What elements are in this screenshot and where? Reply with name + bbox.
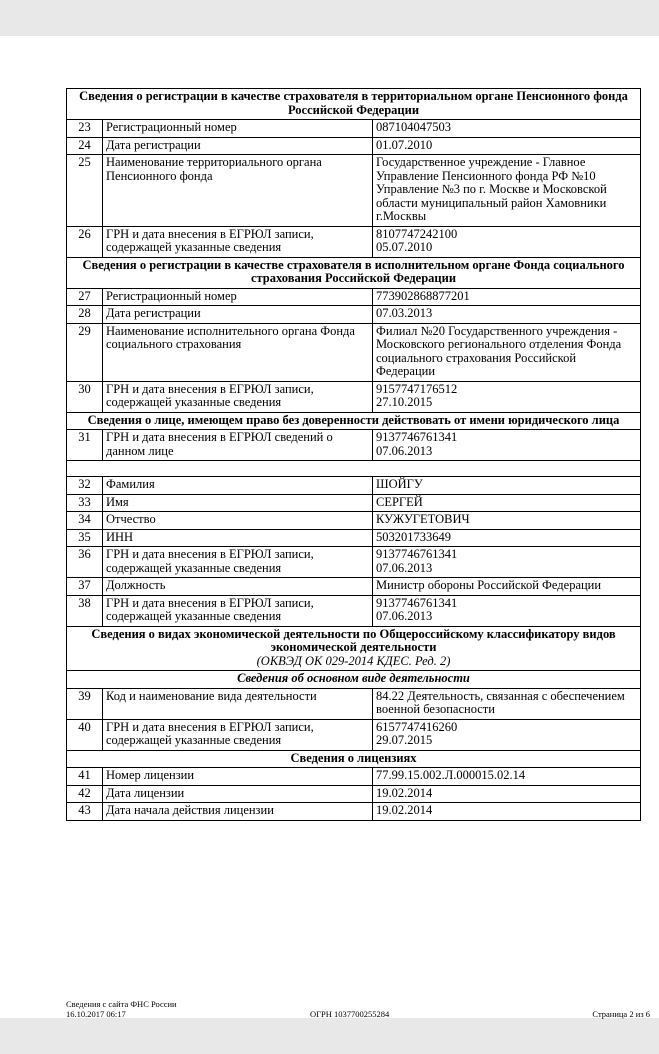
table-row — [67, 547, 641, 578]
row-number: 27 — [67, 288, 103, 306]
table-row — [67, 529, 641, 547]
row-label: Номер лицензии — [103, 768, 373, 786]
section-title-pfr: Сведения о регистрации в качестве страхователя в территориальном органе Пенсионного фонда Российской Федерации — [67, 89, 641, 120]
section-title-person: Сведения о лице, имеющем право без доверенности действовать от имени юридического лица — [67, 412, 641, 430]
row-value: ШОЙГУ — [373, 477, 641, 495]
row-number: 32 — [67, 477, 103, 495]
grn-value: 6157747416260 — [376, 719, 458, 734]
footer-ogrn: ОГРН 1037700255284 — [310, 1009, 390, 1019]
table-row — [67, 595, 641, 626]
row-number: 41 — [67, 768, 103, 786]
blank-cell — [67, 461, 641, 477]
table-row — [67, 155, 641, 227]
row-number: 38 — [67, 595, 103, 626]
row-label: Регистрационный номер — [103, 288, 373, 306]
row-number: 42 — [67, 785, 103, 803]
grn-value: 9157747176512 — [376, 381, 458, 396]
row-number: 35 — [67, 529, 103, 547]
section-title-okved — [67, 626, 641, 671]
row-value — [373, 430, 641, 461]
row-value: 01.07.2010 — [373, 137, 641, 155]
row-number: 24 — [67, 137, 103, 155]
row-label: Дата лицензии — [103, 785, 373, 803]
table-row — [67, 120, 641, 138]
table-row — [67, 494, 641, 512]
row-label: Фамилия — [103, 477, 373, 495]
row-label: ГРН и дата внесения в ЕГРЮЛ записи, содержащей указанные сведения — [103, 719, 373, 750]
row-label: ГРН и дата внесения в ЕГРЮЛ записи, содержащей указанные сведения — [103, 226, 373, 257]
table-row — [67, 381, 641, 412]
table-row — [67, 137, 641, 155]
row-value: Государственное учреждение - Главное Управление Пенсионного фонда РФ №10 Управление №3 по г. Москве и Московской области муниципальный район Хамовники г.Москвы — [373, 155, 641, 227]
row-number: 29 — [67, 323, 103, 381]
subsection-title-main-activity: Сведения об основном виде деятельности — [67, 671, 641, 689]
footer-source-block — [66, 999, 177, 1019]
row-label: Дата регистрации — [103, 137, 373, 155]
section-header-row — [67, 89, 641, 120]
row-value: СЕРГЕЙ — [373, 494, 641, 512]
table-row — [67, 430, 641, 461]
date-value: 05.07.2010 — [376, 240, 433, 254]
section-header-row — [67, 257, 641, 288]
row-value — [373, 547, 641, 578]
row-label: Наименование исполнительного органа Фонда социального страхования — [103, 323, 373, 381]
date-value: 07.06.2013 — [376, 443, 433, 458]
row-value: 77.99.15.002.Л.000015.02.14 — [373, 768, 641, 786]
grn-value: 9137746761341 — [376, 595, 458, 610]
row-label: ГРН и дата внесения в ЕГРЮЛ записи, содержащей указанные сведения — [103, 547, 373, 578]
row-number: 36 — [67, 547, 103, 578]
row-number: 31 — [67, 430, 103, 461]
section-header-row — [67, 412, 641, 430]
section-title-fss: Сведения о регистрации в качестве страхователя в исполнительном органе Фонда социального страхования Российской Федерации — [67, 257, 641, 288]
row-label: Регистрационный номер — [103, 120, 373, 138]
row-value: 773902868877201 — [373, 288, 641, 306]
row-label: Дата начала действия лицензии — [103, 803, 373, 821]
table-row — [67, 803, 641, 821]
row-number: 39 — [67, 688, 103, 719]
row-number: 43 — [67, 803, 103, 821]
row-value — [373, 595, 641, 626]
row-value — [373, 719, 641, 750]
row-value: 19.02.2014 — [373, 785, 641, 803]
row-number: 34 — [67, 512, 103, 530]
table-row — [67, 288, 641, 306]
table-row — [67, 768, 641, 786]
row-number: 28 — [67, 306, 103, 324]
table-row — [67, 785, 641, 803]
row-label: ГРН и дата внесения в ЕГРЮЛ сведений о данном лице — [103, 430, 373, 461]
row-value: Филиал №20 Государственного учреждения - Московского регионального отделения Фонда социального страхования Российской Федерации — [373, 323, 641, 381]
row-value: 84.22 Деятельность, связанная с обеспечением военной безопасности — [373, 688, 641, 719]
row-value: КУЖУГЕТОВИЧ — [373, 512, 641, 530]
row-label: Имя — [103, 494, 373, 512]
grn-value: 9137746761341 — [376, 547, 458, 561]
subsection-header-row — [67, 671, 641, 689]
table-row — [67, 719, 641, 750]
date-value: 29.07.2015 — [376, 733, 433, 747]
table-row — [67, 477, 641, 495]
date-value: 27.10.2015 — [376, 395, 433, 409]
row-value: 503201733649 — [373, 529, 641, 547]
row-value: 07.03.2013 — [373, 306, 641, 324]
table-row — [67, 512, 641, 530]
grn-value: 9137746761341 — [376, 430, 458, 444]
row-label: ГРН и дата внесения в ЕГРЮЛ записи, содержащей указанные сведения — [103, 381, 373, 412]
row-value — [373, 226, 641, 257]
row-number: 37 — [67, 578, 103, 596]
row-number: 30 — [67, 381, 103, 412]
row-label: Наименование территориального органа Пенсионного фонда — [103, 155, 373, 227]
row-label: Отчество — [103, 512, 373, 530]
row-label: Должность — [103, 578, 373, 596]
grn-value: 8107747242100 — [376, 226, 458, 241]
row-number: 40 — [67, 719, 103, 750]
row-number: 23 — [67, 120, 103, 138]
row-value — [373, 381, 641, 412]
row-label: ГРН и дата внесения в ЕГРЮЛ записи, содержащей указанные сведения — [103, 595, 373, 626]
row-label: Код и наименование вида деятельности — [103, 688, 373, 719]
section-header-row — [67, 750, 641, 768]
footer-source: Сведения с сайта ФНС России — [66, 999, 177, 1009]
row-number: 33 — [67, 494, 103, 512]
blank-row — [67, 461, 641, 477]
egrul-table — [66, 88, 641, 821]
row-label: Дата регистрации — [103, 306, 373, 324]
date-value: 07.06.2013 — [376, 560, 433, 575]
table-row — [67, 578, 641, 596]
document-page — [0, 36, 659, 1018]
date-value: 07.06.2013 — [376, 609, 433, 623]
row-number: 25 — [67, 155, 103, 227]
row-value: 087104047503 — [373, 120, 641, 138]
table-row — [67, 306, 641, 324]
row-value: Министр обороны Российской Федерации — [373, 578, 641, 596]
okved-title: Сведения о видах экономической деятельности по Общероссийскому классификатору видов экономической деятельности — [91, 626, 616, 654]
footer-datetime: 16.10.2017 06:17 — [66, 1009, 126, 1019]
table-row — [67, 688, 641, 719]
footer-page-number: Страница 2 из 6 — [592, 1009, 650, 1019]
table-row — [67, 323, 641, 381]
okved-subtitle: (ОКВЭД ОК 029-2014 КДЕС. Ред. 2) — [256, 653, 451, 668]
table-row — [67, 226, 641, 257]
row-value: 19.02.2014 — [373, 803, 641, 821]
row-number: 26 — [67, 226, 103, 257]
section-title-licenses: Сведения о лицензиях — [67, 750, 641, 768]
section-header-row — [67, 626, 641, 671]
row-label: ИНН — [103, 529, 373, 547]
